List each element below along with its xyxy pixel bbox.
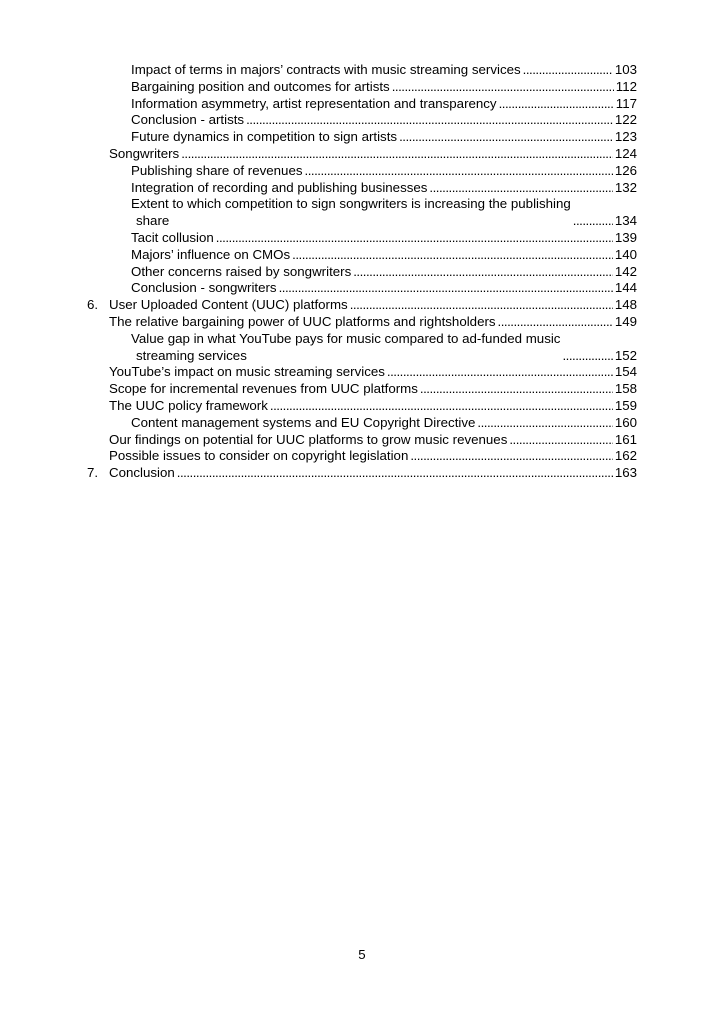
toc-entry[interactable]	[87, 465, 637, 482]
table-of-contents	[87, 62, 637, 482]
toc-entry-title: Value gap in what YouTube pays for music compared to ad-funded music	[131, 330, 561, 346]
dot-leader	[429, 180, 612, 197]
toc-entry-title: Tacit collusion	[131, 229, 214, 245]
dot-leader	[509, 432, 612, 449]
dot-leader	[498, 314, 613, 331]
toc-entry-title: Conclusion	[109, 465, 175, 481]
toc-entry[interactable]	[87, 180, 637, 197]
toc-entry-title: YouTube’s impact on music streaming services	[109, 364, 385, 380]
toc-page-number: 162	[614, 448, 637, 464]
toc-entry[interactable]	[87, 415, 637, 432]
toc-entry[interactable]	[87, 432, 637, 449]
dot-leader	[499, 96, 614, 113]
toc-entry[interactable]	[87, 448, 637, 465]
dot-leader	[279, 280, 613, 297]
toc-page-number: 140	[614, 246, 637, 262]
toc-entry-title: Conclusion - songwriters	[131, 280, 277, 296]
toc-page-number: 144	[614, 280, 637, 296]
toc-entry[interactable]	[87, 96, 637, 113]
toc-page-number: 160	[614, 414, 637, 430]
toc-page-number: 148	[614, 297, 637, 313]
toc-entry[interactable]	[87, 79, 637, 96]
toc-page-number: 142	[614, 263, 637, 279]
dot-leader	[399, 129, 613, 146]
toc-entry[interactable]	[87, 331, 637, 365]
dot-leader	[353, 264, 613, 281]
dot-leader	[477, 415, 612, 432]
toc-entry-title-continued: streaming services	[136, 347, 247, 363]
toc-page-number: 112	[615, 78, 637, 94]
toc-section-number: 7.	[87, 465, 99, 481]
dot-leader	[270, 398, 613, 415]
toc-entry[interactable]	[87, 314, 637, 331]
dot-leader	[177, 465, 613, 482]
toc-page-number: 134	[614, 213, 637, 229]
toc-entry[interactable]	[87, 247, 637, 264]
toc-page-number: 132	[614, 179, 637, 195]
toc-entry-title: Possible issues to consider on copyright legislation	[109, 448, 409, 464]
toc-entry-title: Our findings on potential for UUC platforms to grow music revenues	[109, 431, 508, 447]
toc-page-number: 161	[614, 431, 637, 447]
toc-entry-title-continued: share	[136, 213, 170, 229]
dot-leader	[420, 381, 613, 398]
toc-page-number: 124	[614, 145, 637, 161]
toc-page-number: 117	[615, 95, 637, 111]
dot-leader	[523, 62, 613, 79]
toc-entry-title: Extent to which competition to sign songwriters is increasing the publishing	[131, 196, 571, 212]
toc-page-number: 163	[614, 465, 637, 481]
toc-entry-title: Other concerns raised by songwriters	[131, 263, 352, 279]
toc-page-number: 126	[614, 162, 637, 178]
page-number: 5	[358, 947, 366, 962]
dot-leader	[573, 213, 613, 230]
toc-page-number: 123	[614, 129, 637, 145]
toc-entry[interactable]	[87, 398, 637, 415]
toc-entry-title: Content management systems and EU Copyright Directive	[131, 414, 476, 430]
toc-entry-title: Conclusion - artists	[131, 112, 245, 128]
toc-entry-title: Bargaining position and outcomes for artists	[131, 78, 390, 94]
toc-page-number: 159	[614, 397, 637, 413]
dot-leader	[305, 163, 613, 180]
toc-entry-title: User Uploaded Content (UUC) platforms	[109, 297, 348, 313]
dot-leader	[392, 79, 614, 96]
toc-page-number: 149	[614, 313, 637, 329]
toc-entry-title: The UUC policy framework	[109, 397, 268, 413]
toc-entry[interactable]	[87, 129, 637, 146]
toc-entry[interactable]	[87, 230, 637, 247]
toc-entry-title: Integration of recording and publishing businesses	[131, 179, 428, 195]
toc-page-number: 158	[614, 381, 637, 397]
toc-entry[interactable]	[87, 196, 637, 230]
toc-page-number: 154	[614, 364, 637, 380]
toc-entry-title: Majors’ influence on CMOs	[131, 246, 291, 262]
dot-leader	[292, 247, 613, 264]
toc-entry-title: Future dynamics in competition to sign artists	[131, 129, 398, 145]
dot-leader	[350, 297, 613, 314]
toc-entry[interactable]	[87, 264, 637, 281]
toc-entry[interactable]	[87, 381, 637, 398]
dot-leader	[181, 146, 613, 163]
toc-page-number: 122	[614, 112, 637, 128]
dot-leader	[410, 448, 612, 465]
dot-leader	[216, 230, 613, 247]
toc-page-number: 152	[614, 347, 637, 363]
dot-leader	[387, 364, 613, 381]
toc-entry-title: Songwriters	[109, 145, 180, 161]
toc-entry-title: The relative bargaining power of UUC platforms and rightsholders	[109, 313, 496, 329]
toc-section-number: 6.	[87, 297, 99, 313]
toc-entry[interactable]	[87, 62, 637, 79]
toc-page-number: 139	[614, 229, 637, 245]
toc-page-number: 103	[614, 62, 637, 77]
toc-entry-title: Information asymmetry, artist representation and transparency	[131, 95, 497, 111]
toc-entry-title: Scope for incremental revenues from UUC platforms	[109, 381, 418, 397]
toc-entry-title: Publishing share of revenues	[131, 162, 303, 178]
toc-entry[interactable]	[87, 146, 637, 163]
toc-entry[interactable]	[87, 112, 637, 129]
toc-entry-title: Impact of terms in majors’ contracts with music streaming services	[131, 62, 521, 77]
toc-entry[interactable]	[87, 163, 637, 180]
dot-leader	[246, 112, 613, 129]
toc-entry[interactable]	[87, 280, 637, 297]
toc-entry[interactable]	[87, 364, 637, 381]
dot-leader	[562, 348, 612, 365]
toc-entry[interactable]	[87, 297, 637, 314]
